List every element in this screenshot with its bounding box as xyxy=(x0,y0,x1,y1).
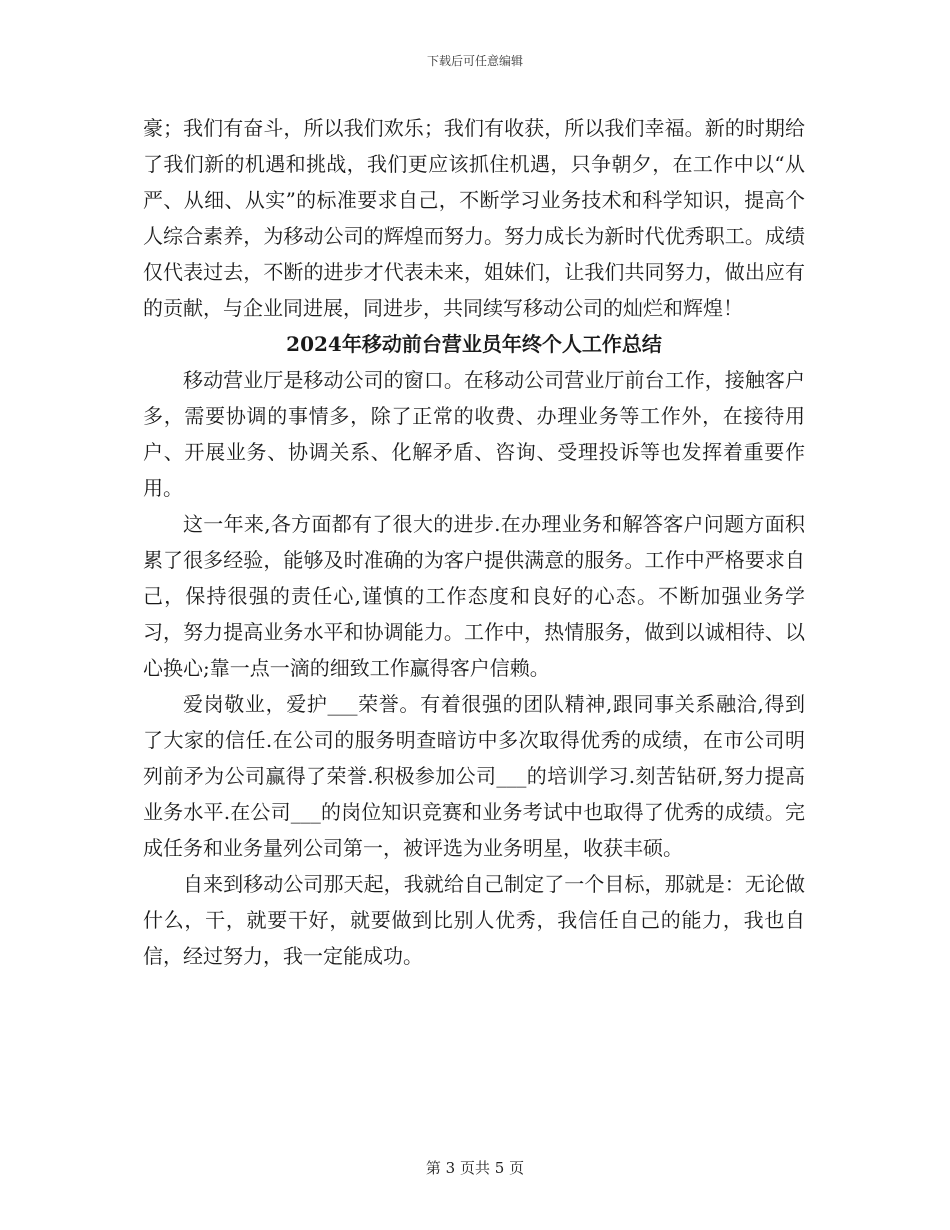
page-header: 下载后可任意编辑 xyxy=(426,54,523,68)
body-paragraph-1: 移动营业厅是移动公司的窗口。在移动公司营业厅前台工作，接触客户多，需要协调的事情多，除了正常的收费、办理业务等工作外，在接待用户、开展业务、协调关系、化解矛盾、咨询、受理投诉等也发挥着重要作用。 xyxy=(143,368,805,500)
page-footer: 第 3 页共 5 页 xyxy=(425,1159,525,1177)
body-paragraph-4: 自来到移动公司那天起，我就给自己制定了一个目标，那就是：无论做什么，干，就要干好，就要做到比别人优秀，我信任自己的能力，我也自信，经过努力，我一定能成功。 xyxy=(143,872,805,968)
body-paragraph-3: 爱岗敬业，爱护___荣誉。有着很强的团队精神,跟同事关系融洽,得到了大家的信任.在公司的服务明查暗访中多次取得优秀的成绩，在市公司明列前矛为公司赢得了荣誉.积极参加公司___的培训学习.刻苦钻研,努力提高业务水平.在公司___的岗位知识竞赛和业务考试中也取得了优秀的成绩。完成任务和业务量列公司第一，被评选为业务明星，收获丰硕。 xyxy=(143,692,805,860)
section-title: 2024年移动前台营业员年终个人工作总结 xyxy=(286,332,662,356)
document-body xyxy=(143,110,805,974)
continuation-paragraph: 豪；我们有奋斗，所以我们欢乐；我们有收获，所以我们幸福。新的时期给了我们新的机遇和挑战，我们更应该抓住机遇，只争朝夕，在工作中以“从严、从细、从实”的标准要求自己，不断学习业务技术和科学知识，提高个人综合素养，为移动公司的辉煌而努力。努力成长为新时代优秀职工。成绩仅代表过去，不断的进步才代表未来，姐妹们，让我们共同努力，做出应有的贡献，与企业同进展，同进步，共同续写移动公司的灿烂和辉煌！ xyxy=(143,116,805,320)
body-paragraph-2: 这一年来,各方面都有了很大的进步.在办理业务和解答客户问题方面积累了很多经验，能够及时准确的为客户提供满意的服务。工作中严格要求自己，保持很强的责任心,谨慎的工作态度和良好的心态。不断加强业务学习，努力提高业务水平和协调能力。工作中，热情服务，做到以诚相待、以心换心;靠一点一滴的细致工作赢得客户信赖。 xyxy=(143,512,805,680)
